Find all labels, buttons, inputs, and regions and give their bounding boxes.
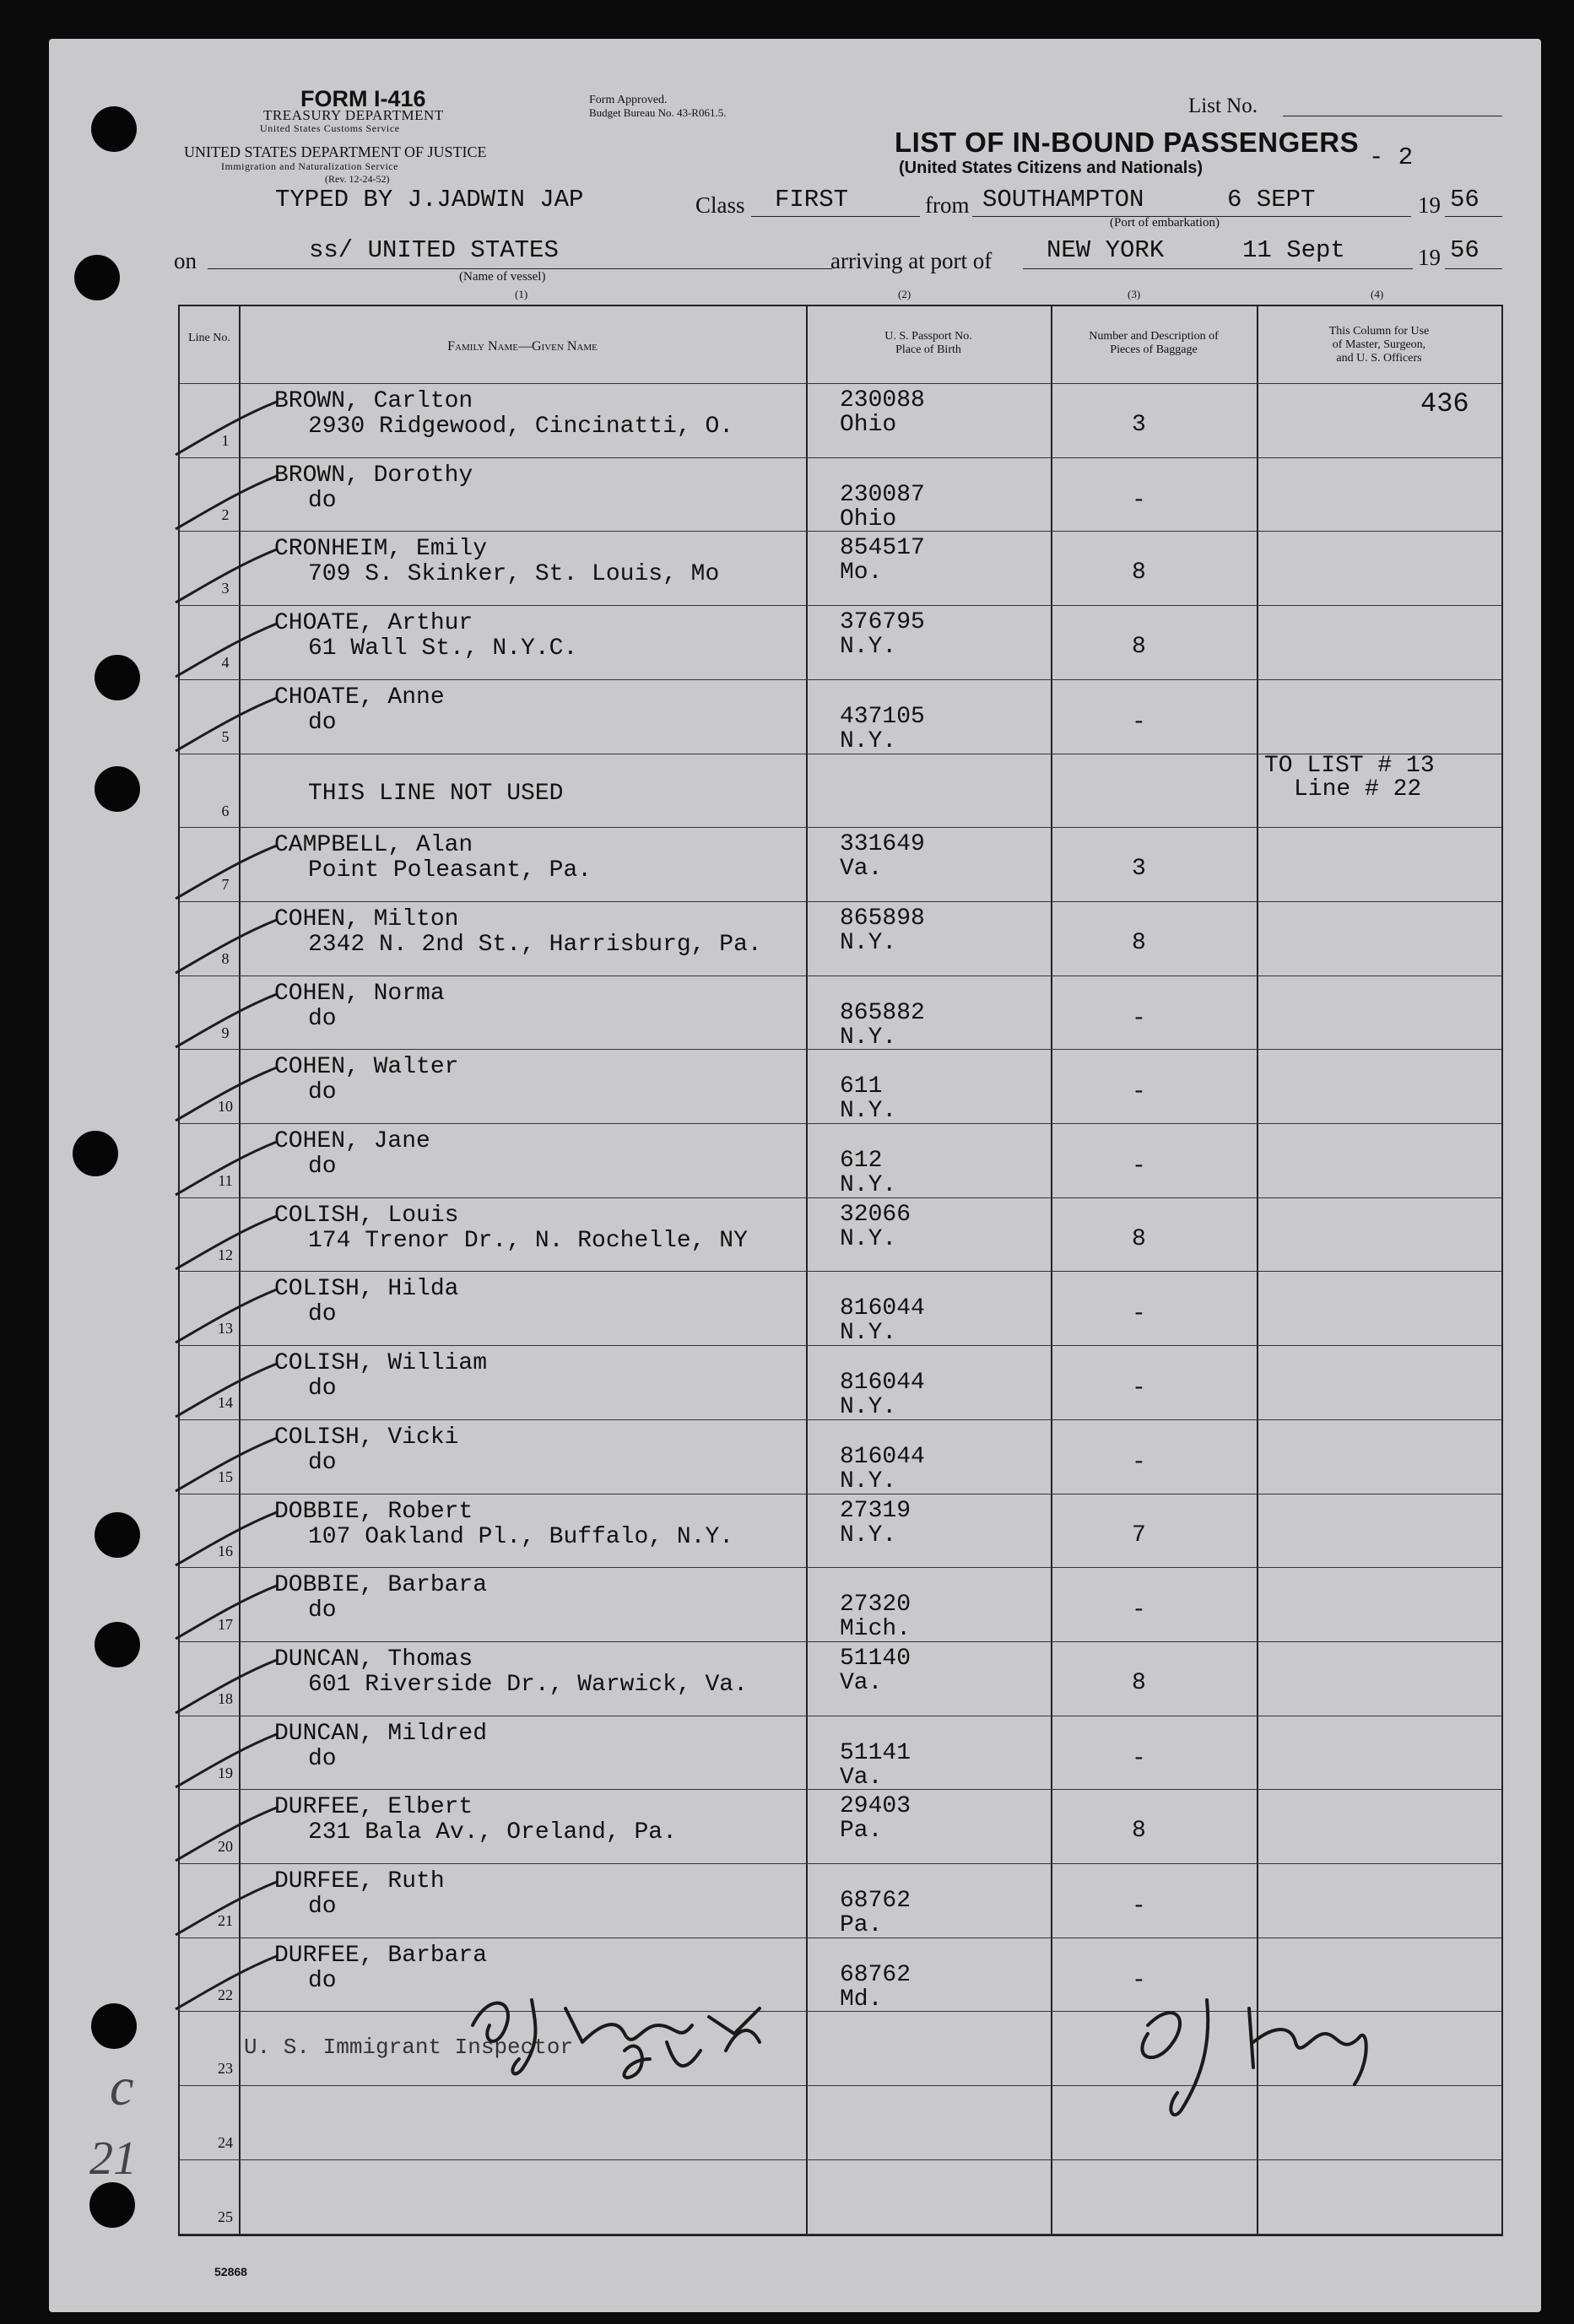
col-header-line-no: Line No.	[188, 332, 230, 344]
binder-hole	[95, 1622, 140, 1667]
passenger-address: 2342 N. 2nd St., Harrisburg, Pa.	[308, 931, 762, 958]
binder-hole	[74, 255, 120, 300]
passenger-name: DURFEE, Elbert	[274, 1794, 473, 1821]
passenger-address: 2930 Ridgewood, Cincinatti, O.	[308, 413, 734, 440]
check-mark	[171, 474, 281, 533]
line-number: 13	[218, 1320, 233, 1338]
arrival-port: NEW YORK	[1047, 236, 1165, 264]
col-header-officers-3: and U. S. Officers	[1336, 352, 1422, 365]
table-row	[180, 1567, 1501, 1641]
passenger-name: CHOATE, Arthur	[274, 610, 473, 637]
check-mark	[171, 1584, 281, 1643]
line-number: 22	[218, 1986, 233, 2003]
col-3-number: (3)	[1128, 288, 1141, 300]
place-of-birth: Mo.	[840, 559, 883, 586]
line-number: 23	[218, 2060, 233, 2078]
col-header-baggage-1: Number and Description of	[1089, 330, 1219, 343]
passenger-address: Point Poleasant, Pa.	[308, 857, 592, 884]
table-row	[180, 457, 1501, 532]
passenger-name: COLISH, William	[274, 1350, 488, 1377]
passenger-name: CHOATE, Anne	[274, 684, 445, 711]
check-mark	[171, 1658, 281, 1717]
table-row	[180, 1419, 1501, 1494]
check-mark	[171, 1954, 281, 2013]
passenger-address: do	[308, 1375, 337, 1403]
passenger-address: 61 Wall St., N.Y.C.	[308, 635, 578, 662]
passport-number: 51140	[840, 1645, 911, 1672]
binder-hole	[91, 2003, 137, 2049]
passenger-address: do	[308, 1894, 337, 1920]
baggage-count: -	[1132, 1375, 1146, 1403]
line-number: 24	[218, 2134, 233, 2152]
col-4-number: (4)	[1371, 288, 1384, 300]
passport-number: 437105	[840, 703, 925, 730]
place-of-birth: N.Y.	[840, 1172, 897, 1198]
place-of-birth: Ohio	[840, 505, 897, 532]
passenger-address: 709 S. Skinker, St. Louis, Mo	[308, 561, 720, 588]
page-mark: - 2	[1369, 143, 1414, 171]
col-header-passport-2: Place of Birth	[895, 343, 961, 356]
baggage-count: 3	[1132, 412, 1146, 438]
passenger-address: do	[308, 1967, 337, 1994]
place-of-birth: Mich.	[840, 1616, 911, 1643]
line-number: 20	[218, 1838, 233, 1856]
place-of-birth: Pa.	[840, 1818, 883, 1845]
line-number: 2	[221, 505, 230, 523]
class-value: FIRST	[775, 186, 849, 213]
passport-number: 29403	[840, 1793, 911, 1820]
typed-by: TYPED BY J.JADWIN JAP	[275, 186, 584, 213]
line-number: 14	[218, 1394, 233, 1412]
table-row	[180, 1271, 1501, 1345]
check-mark	[171, 1214, 281, 1273]
place-of-birth: Md.	[840, 1986, 883, 2013]
baggage-count: -	[1132, 1301, 1146, 1328]
passenger-address: do	[308, 709, 337, 736]
table-row	[180, 1863, 1501, 1938]
place-of-birth: N.Y.	[840, 1467, 897, 1494]
passenger-address: do	[308, 1745, 337, 1772]
place-of-birth: N.Y.	[840, 1225, 897, 1252]
passport-number: 51141	[840, 1739, 911, 1766]
place-of-birth: N.Y.	[840, 929, 897, 956]
passenger-name: CRONHEIM, Emily	[274, 536, 488, 563]
passenger-address: 174 Trenor Dr., N. Rochelle, NY	[308, 1227, 748, 1254]
line-number: 18	[218, 1689, 233, 1707]
col-1-number: (1)	[515, 288, 528, 300]
from-date: 6 SEPT	[1227, 186, 1316, 213]
place-of-birth: N.Y.	[840, 1024, 897, 1051]
form-approved: Form Approved.	[589, 94, 668, 106]
line-number: 17	[218, 1616, 233, 1634]
line-note: THIS LINE NOT USED	[308, 780, 564, 807]
table-row	[180, 1641, 1501, 1716]
line-number: 9	[221, 1024, 230, 1041]
passenger-address: do	[308, 1005, 337, 1032]
check-mark	[171, 1066, 281, 1125]
passport-number: 865898	[840, 905, 925, 932]
baggage-count: 7	[1132, 1521, 1146, 1548]
on-label: on	[174, 248, 197, 273]
passport-number: 27320	[840, 1592, 911, 1619]
passport-number: 68762	[840, 1888, 911, 1914]
place-of-birth: N.Y.	[840, 1394, 897, 1421]
binder-hole	[95, 655, 140, 700]
binder-hole	[89, 2182, 135, 2228]
passenger-name: DURFEE, Ruth	[274, 1868, 445, 1894]
passport-number: 612	[840, 1148, 883, 1174]
year-prefix-1: 19	[1418, 192, 1441, 218]
place-of-birth: Va.	[840, 1669, 883, 1696]
passenger-name: COHEN, Jane	[274, 1128, 430, 1154]
check-mark	[171, 696, 281, 755]
table-row	[180, 827, 1501, 901]
passenger-name: COLISH, Hilda	[274, 1276, 459, 1303]
line-number: 5	[221, 727, 230, 745]
col-header-officers	[1257, 325, 1501, 365]
baggage-count: -	[1132, 1894, 1146, 1920]
inspector-label: U. S. Immigrant Inspector	[244, 2035, 574, 2060]
check-mark	[171, 400, 281, 459]
table-row	[180, 383, 1501, 457]
col-header-name: Family Name—Given Name	[447, 339, 598, 354]
baggage-count: -	[1132, 1597, 1146, 1624]
line-number: 11	[218, 1172, 233, 1189]
year-2: 56	[1450, 236, 1479, 264]
passenger-name: COHEN, Milton	[274, 905, 459, 932]
col-header-baggage-2: Pieces of Baggage	[1110, 343, 1198, 356]
passenger-address: do	[308, 1597, 337, 1624]
baggage-count: -	[1132, 1154, 1146, 1180]
place-of-birth: N.Y.	[840, 727, 897, 754]
revision-date: (Rev. 12-24-52)	[325, 173, 390, 185]
binder-hole	[95, 1512, 140, 1558]
col-header-officers-1: This Column for Use	[1328, 325, 1430, 338]
check-mark	[171, 1511, 281, 1570]
passenger-name: COLISH, Louis	[274, 1202, 459, 1229]
passport-number: 230087	[840, 481, 925, 508]
baggage-count: 8	[1132, 929, 1146, 956]
officer-note: TO LIST # 13	[1264, 752, 1435, 779]
passenger-name: COLISH, Vicki	[274, 1424, 459, 1451]
line-number: 12	[218, 1246, 233, 1263]
year-prefix-2: 19	[1418, 245, 1441, 270]
passport-number: 854517	[840, 535, 925, 562]
passport-number: 611	[840, 1073, 883, 1100]
class-label: Class	[695, 192, 745, 218]
baggage-count: 3	[1132, 856, 1146, 883]
from-label: from	[925, 192, 970, 218]
margin-handwriting-21: 21	[89, 2132, 137, 2185]
check-mark	[171, 1140, 281, 1199]
place-of-birth: N.Y.	[840, 1521, 897, 1548]
passenger-address: 231 Bala Av., Oreland, Pa.	[308, 1819, 677, 1846]
table-row	[180, 531, 1501, 605]
inspector-signature	[456, 1975, 810, 2093]
baggage-count: -	[1132, 487, 1146, 514]
baggage-count: 8	[1132, 634, 1146, 661]
col-header-officers-2: of Master, Surgeon,	[1332, 338, 1426, 351]
place-of-birth: N.Y.	[840, 1098, 897, 1125]
table-row	[180, 976, 1501, 1050]
place-of-birth: Pa.	[840, 1912, 883, 1938]
margin-handwriting-c: c	[110, 2056, 134, 2116]
passport-number: 816044	[840, 1370, 925, 1397]
line-number: 16	[218, 1542, 233, 1559]
list-subtitle: (United States Citizens and Nationals)	[899, 159, 1203, 177]
vessel-label: (Name of vessel)	[459, 270, 546, 284]
passport-number: 27319	[840, 1497, 911, 1524]
table-row	[180, 1789, 1501, 1863]
line-number: 3	[221, 580, 230, 597]
passenger-name: DUNCAN, Mildred	[274, 1720, 488, 1747]
table-row	[180, 1123, 1501, 1197]
passenger-name: BROWN, Carlton	[274, 388, 473, 414]
check-mark	[171, 1732, 281, 1792]
passport-number: 816044	[840, 1295, 925, 1322]
passenger-name: DOBBIE, Barbara	[274, 1572, 488, 1599]
passenger-table	[178, 305, 1503, 2236]
passport-number: 68762	[840, 1961, 911, 1988]
table-row	[180, 1494, 1501, 1568]
baggage-count: 8	[1132, 1669, 1146, 1696]
passenger-address: do	[308, 1154, 337, 1180]
passport-number: 376795	[840, 609, 925, 636]
line-number: 10	[218, 1098, 233, 1116]
place-of-birth: N.Y.	[840, 1320, 897, 1347]
table-row	[180, 605, 1501, 679]
baggage-count: -	[1132, 1079, 1146, 1106]
line-number: 25	[218, 2208, 233, 2225]
form-number: FORM I-416	[300, 86, 426, 111]
line-number: 19	[218, 1764, 233, 1781]
table-row	[180, 901, 1501, 976]
dept-line-1: TREASURY DEPARTMENT	[263, 107, 444, 123]
place-of-birth: Va.	[840, 1764, 883, 1791]
officer-note-2: Line # 22	[1294, 776, 1422, 803]
from-value: SOUTHAMPTON	[982, 186, 1144, 213]
place-of-birth: N.Y.	[840, 634, 897, 661]
baggage-count: -	[1132, 1005, 1146, 1032]
place-of-birth: Ohio	[840, 412, 897, 438]
baggage-count: -	[1132, 1449, 1146, 1476]
line-number: 8	[221, 949, 230, 967]
binder-hole	[91, 106, 137, 152]
table-row	[180, 1716, 1501, 1790]
baggage-count: -	[1132, 1967, 1146, 1994]
passenger-name: BROWN, Dorothy	[274, 462, 473, 489]
col-header-passport-1: U. S. Passport No.	[884, 330, 972, 343]
officer-signature	[1114, 1975, 1384, 2127]
list-no-label: List No.	[1188, 95, 1258, 117]
passenger-address: do	[308, 1449, 337, 1476]
justice-line-2: Immigration and Naturalization Service	[221, 160, 398, 172]
check-mark	[171, 1436, 281, 1495]
table-row	[180, 1345, 1501, 1419]
table-row	[180, 754, 1501, 828]
dept-line-2: United States Customs Service	[260, 122, 400, 134]
table-row	[180, 679, 1501, 754]
passport-number: 331649	[840, 831, 925, 858]
baggage-count: 8	[1132, 1818, 1146, 1845]
justice-line-1: UNITED STATES DEPARTMENT OF JUSTICE	[184, 143, 487, 160]
table-row	[180, 1197, 1501, 1272]
check-mark	[171, 622, 281, 681]
passport-number: 32066	[840, 1201, 911, 1228]
check-mark	[171, 918, 281, 977]
passenger-name: DUNCAN, Thomas	[274, 1646, 473, 1673]
passenger-address: do	[308, 1079, 337, 1106]
check-mark	[171, 1288, 281, 1347]
form-code: 52868	[214, 2265, 247, 2278]
baggage-count: 8	[1132, 559, 1146, 586]
line-number: 15	[218, 1467, 233, 1485]
port-embark-label: (Port of embarkation)	[1110, 216, 1220, 230]
passenger-name: DURFEE, Barbara	[274, 1942, 488, 1969]
passenger-name: CAMPBELL, Alan	[274, 832, 473, 859]
vessel-name: ss/ UNITED STATES	[309, 236, 559, 264]
passport-number: 865882	[840, 999, 925, 1026]
col-2-number: (2)	[898, 288, 911, 300]
line-number: 6	[221, 802, 230, 819]
budget-bureau: Budget Bureau No. 43-R061.5.	[589, 106, 727, 119]
line-number: 21	[218, 1912, 233, 1929]
list-title: LIST OF IN-BOUND PASSENGERS	[895, 127, 1360, 158]
check-mark	[171, 992, 281, 1051]
check-mark	[171, 1806, 281, 1865]
arriving-label: arriving at port of	[830, 248, 993, 273]
table-row	[180, 1049, 1501, 1123]
place-of-birth: Va.	[840, 856, 883, 883]
passenger-address: 107 Oakland Pl., Buffalo, N.Y.	[308, 1523, 734, 1550]
passenger-address: do	[308, 1301, 337, 1328]
baggage-count: -	[1132, 1745, 1146, 1772]
check-mark	[171, 548, 281, 607]
table-row	[180, 2159, 1501, 2234]
passport-number: 230088	[840, 387, 925, 413]
passenger-address: do	[308, 487, 337, 514]
col-header-baggage	[1051, 330, 1257, 357]
passport-number: 816044	[840, 1443, 925, 1470]
binder-hole	[95, 766, 140, 812]
year-1: 56	[1450, 186, 1479, 213]
check-mark	[171, 844, 281, 903]
line-number: 4	[221, 654, 230, 672]
col-header-passport	[806, 330, 1051, 357]
binder-hole	[73, 1131, 118, 1176]
line-number: 1	[221, 432, 230, 449]
check-mark	[171, 1362, 281, 1421]
line-number: 7	[221, 876, 230, 894]
officer-note: 436	[1420, 388, 1469, 419]
baggage-count: -	[1132, 709, 1146, 736]
passenger-name: COHEN, Norma	[274, 980, 445, 1007]
check-mark	[171, 1880, 281, 1939]
baggage-count: 8	[1132, 1225, 1146, 1252]
arrival-date: 11 Sept	[1242, 236, 1345, 264]
passenger-name: DOBBIE, Robert	[274, 1498, 473, 1525]
passenger-address: 601 Riverside Dr., Warwick, Va.	[308, 1671, 748, 1698]
passenger-name: COHEN, Walter	[274, 1054, 459, 1081]
